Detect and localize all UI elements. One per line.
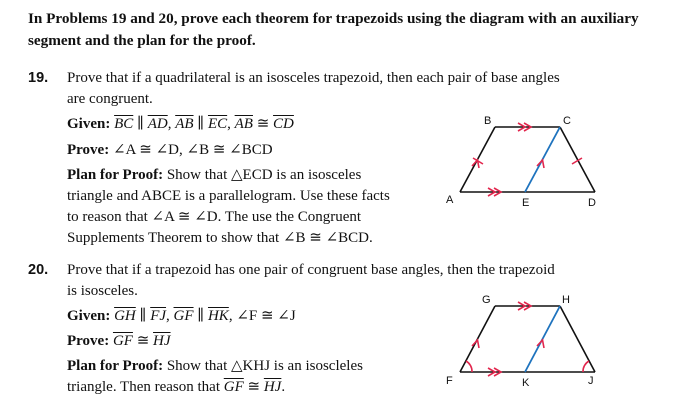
problem-19-plan-line3: to reason that ∠A ≅ ∠D. The use the Congruent — [67, 209, 362, 225]
problem-19-statement-line2: are congruent. — [67, 91, 153, 107]
segment: $\overline{HJ}$ — [153, 333, 171, 349]
problem-20-prove — [67, 331, 171, 352]
relation: ≅ — [243, 379, 264, 395]
prove-label: Prove: — [67, 333, 110, 349]
problem-19-statement-line1: Prove that if a quadrilateral is an isosceles trapezoid, then each pair of base angles — [67, 70, 560, 86]
problem-20-plan-line2 — [67, 377, 285, 398]
plan-label: Plan for Proof: — [67, 167, 164, 183]
problem-19-prove — [67, 140, 273, 161]
given-label: Given: — [67, 116, 111, 132]
segment: $\overline{AD}$ — [147, 116, 168, 132]
separator: , — [166, 308, 174, 324]
vertex-label-c: C — [563, 115, 571, 127]
segment: $\overline{HK}$ — [207, 308, 229, 324]
problem-20-statement-line1: Prove that if a trapezoid has one pair of congruent base angles, then the trapezoid — [67, 262, 555, 278]
segment: $\overline{GF}$ — [173, 308, 194, 324]
vertex-label-g: G — [482, 294, 491, 306]
vertex-label-b: B — [484, 115, 492, 127]
problem-19-plan-line1 — [67, 165, 361, 186]
vertex-label-k: K — [522, 377, 530, 389]
plan-label: Plan for Proof: — [67, 358, 164, 374]
segment: $\overline{FJ}$ — [150, 308, 167, 324]
segment: $\overline{BC}$ — [114, 116, 134, 132]
problem-20-given — [67, 306, 296, 327]
separator: , — [227, 116, 235, 132]
relation: ≅ — [252, 116, 274, 132]
problem-20-plan-line1 — [67, 356, 363, 377]
problem-20-statement-line2: is isosceles. — [67, 283, 138, 299]
segment: $\overline{GH}$ — [114, 308, 136, 324]
problem-19-plan-line2: triangle and ABCE is a parallelogram. Use these facts — [67, 188, 390, 204]
problem-19-number: 19. — [28, 70, 49, 86]
problem-20-number: 20. — [28, 262, 49, 278]
vertex-label-d: D — [588, 197, 596, 209]
prove-statement: ∠A ≅ ∠D, ∠B ≅ ∠BCD — [112, 142, 273, 158]
vertex-label-h: H — [562, 294, 570, 306]
vertex-label-a: A — [446, 194, 454, 206]
segment: $\overline{AB}$ — [234, 116, 253, 132]
plan-text: Show that △ECD is an isosceles — [166, 167, 362, 183]
plan-text: triangle. Then reason that — [67, 379, 224, 395]
trapezoid-diagram-19 — [440, 112, 610, 212]
vertex-label-e: E — [522, 197, 530, 209]
relation: ∥ — [135, 308, 151, 324]
period: . — [281, 379, 286, 395]
vertex-label-j: J — [588, 375, 594, 387]
instructions-heading: In Problems 19 and 20, prove each theorem for trapezoids using the diagram with an auxiliary segment and the plan for the proof. — [28, 10, 639, 49]
segment: $\overline{AB}$ — [175, 116, 194, 132]
angle-relation: , ∠F ≅ ∠J — [228, 308, 296, 324]
problem-19-given — [67, 114, 294, 135]
segment: $\overline{GF}$ — [223, 379, 244, 395]
trapezoid-diagram-20 — [440, 292, 610, 392]
segment: $\overline{CD}$ — [273, 116, 294, 132]
relation: ∥ — [133, 116, 148, 132]
given-label: Given: — [67, 308, 111, 324]
problem-19-plan-line4: Supplements Theorem to show that ∠B ≅ ∠BCD. — [67, 230, 373, 246]
relation: ≅ — [132, 333, 154, 349]
prove-label: Prove: — [67, 142, 110, 158]
plan-text: Show that △KHJ is an isoscleles — [166, 358, 363, 374]
separator: , — [167, 116, 176, 132]
relation: ∥ — [193, 308, 208, 324]
segment: $\overline{EC}$ — [207, 116, 228, 132]
segment: $\overline{GF}$ — [112, 333, 133, 349]
segment: $\overline{HJ}$ — [263, 379, 282, 395]
relation: ∥ — [193, 116, 208, 132]
vertex-label-f: F — [446, 375, 453, 387]
